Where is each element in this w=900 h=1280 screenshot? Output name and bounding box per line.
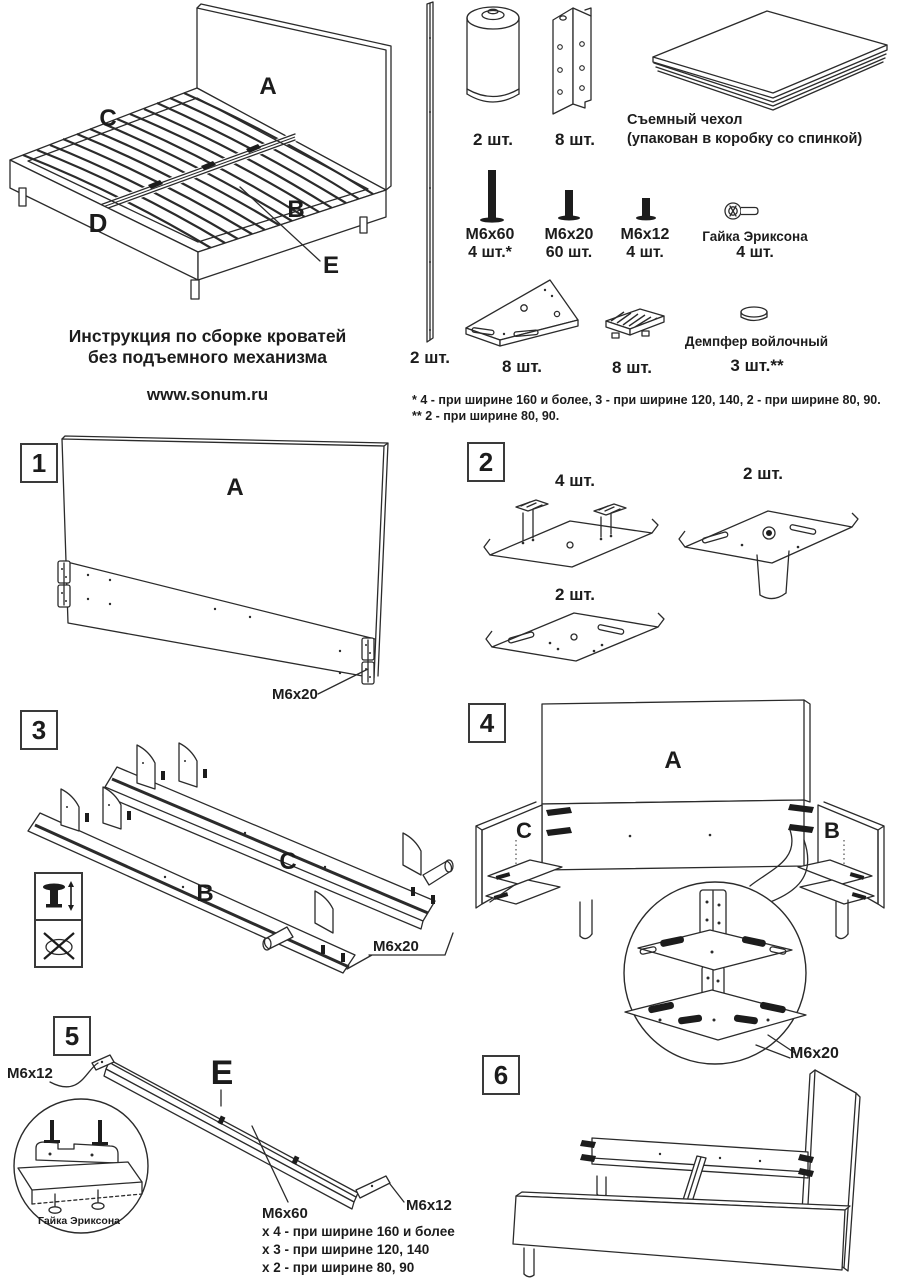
step3-icon-box [35, 873, 82, 967]
overview-label-b: B [287, 196, 305, 223]
step4-detail-circle [624, 882, 806, 1064]
step4-drawing [460, 690, 900, 1080]
step4-leg-left [580, 900, 592, 939]
step5-bolt-line2: x 3 - при ширине 120, 140 [262, 1242, 430, 1257]
step3-label-c: C [279, 848, 297, 875]
step2-plate-with-pads [484, 500, 658, 567]
step3-screw-label: M6x20 [373, 938, 419, 955]
step3-label-b: B [196, 880, 214, 907]
plate-qty: 8 шт. [502, 357, 542, 376]
step2-plate-plain [486, 613, 664, 661]
step5-bolt-line3: x 2 - при ширине 80, 90 [262, 1260, 415, 1275]
overview-label-c: C [99, 105, 117, 132]
step5-bolt-line0: M6x60 [262, 1205, 308, 1222]
step6-number: 6 [482, 1055, 520, 1095]
step3-number: 3 [20, 710, 58, 750]
m6x12-name: M6x12 [620, 226, 670, 243]
step2-drawing [460, 435, 900, 680]
step1-screw-label: M6x20 [272, 686, 318, 703]
damper-name: Демпфер войлочный [684, 334, 829, 349]
step5-drawing [0, 1008, 460, 1280]
step1-drawing [50, 433, 415, 708]
step6-front-leg [524, 1248, 534, 1277]
step2-qty-pads: 4 шт. [555, 471, 595, 490]
erikson-nut-drawing [722, 200, 762, 224]
website-url: www.sonum.ru [146, 385, 269, 404]
step5-leader-right [390, 1184, 404, 1202]
step2-qty-plain: 2 шт. [555, 585, 595, 604]
step6-near-frame [513, 1192, 850, 1277]
step1-label-a: A [226, 474, 244, 501]
leg-qty: 2 шт. [473, 130, 513, 149]
m6x12-qty: 4 шт. [626, 244, 664, 261]
overview-label-a: A [259, 73, 277, 100]
step5-label-e: E [210, 1054, 234, 1092]
step4-headboard [542, 700, 810, 870]
step4-screw-label: M6x20 [790, 1045, 839, 1062]
corner-plate-part-drawing [462, 276, 588, 352]
footnote-1: * 4 - при ширине 160 и более, 3 - при ширине 120, 140, 2 - при ширине 80, 90. [412, 393, 881, 407]
corner-bracket-part-drawing [545, 2, 605, 120]
screw-m6x60-drawing [478, 168, 506, 228]
step5-number: 5 [53, 1016, 91, 1056]
felt-pad-part-drawing [600, 303, 670, 351]
overview-label-d: D [88, 208, 108, 238]
step2-number: 2 [467, 442, 505, 482]
step4-label-a: A [664, 747, 682, 774]
step5-screw-left-label: M6x12 [7, 1065, 53, 1082]
step6-far-leg [597, 1176, 606, 1197]
step3-rail-c [103, 743, 453, 929]
step5-bolt-line1: x 4 - при ширине 160 и более [262, 1224, 455, 1239]
m6x20-name: M6x20 [544, 226, 594, 243]
erikson-qty: 4 шт. [736, 244, 774, 261]
step1-number: 1 [20, 443, 58, 483]
step6-drawing [470, 1048, 900, 1280]
step4-label-c: C [516, 818, 532, 843]
pad-qty: 8 шт. [612, 358, 652, 377]
m6x20-qty: 60 шт. [545, 244, 593, 261]
leg-part-drawing [462, 2, 524, 120]
strip-qty: 2 шт. [410, 348, 450, 367]
footnotes [412, 393, 900, 424]
step4-leg-right [836, 900, 848, 939]
m6x60-qty: 4 шт.* [468, 244, 512, 261]
m6x60-name: M6x60 [465, 226, 515, 243]
step1-headboard [62, 439, 384, 678]
step4-label-b: B [824, 818, 840, 843]
screw-m6x12-drawing [634, 196, 658, 226]
bed-overview-drawing [0, 0, 420, 320]
damper-qty: 3 шт.** [730, 356, 784, 375]
damper-part-drawing [736, 303, 774, 329]
step4-number: 4 [468, 703, 506, 743]
strip-part-drawing [415, 0, 455, 346]
step2-plate-with-leg [679, 511, 858, 599]
doc-title [25, 326, 390, 405]
screw-m6x20-drawing [556, 188, 582, 226]
step2-qty-leg: 2 шт. [743, 464, 783, 483]
cover-part-drawing [645, 5, 897, 113]
step5-screw-right-label: M6x12 [406, 1197, 452, 1214]
step3-gussets-c [137, 743, 207, 789]
step5-detail-circle [14, 1099, 148, 1233]
cover-name: Съемный чехол [627, 112, 743, 128]
step5-leader-left [50, 1063, 98, 1087]
step5-nut-label: Гайка Эриксона [38, 1215, 121, 1227]
footnote-2: ** 2 - при ширине 80, 90. [412, 408, 560, 423]
doc-title-line2: без подъемного механизма [87, 347, 328, 367]
erikson-name: Гайка Эриксона [702, 229, 808, 244]
step3-drawing [15, 705, 455, 975]
cover-note: (упакован в коробку со спинкой) [627, 131, 863, 147]
overview-label-e: E [322, 252, 340, 279]
doc-title-line1: Инструкция по сборке кроватей [68, 326, 347, 346]
bracket-qty: 8 шт. [555, 130, 595, 149]
